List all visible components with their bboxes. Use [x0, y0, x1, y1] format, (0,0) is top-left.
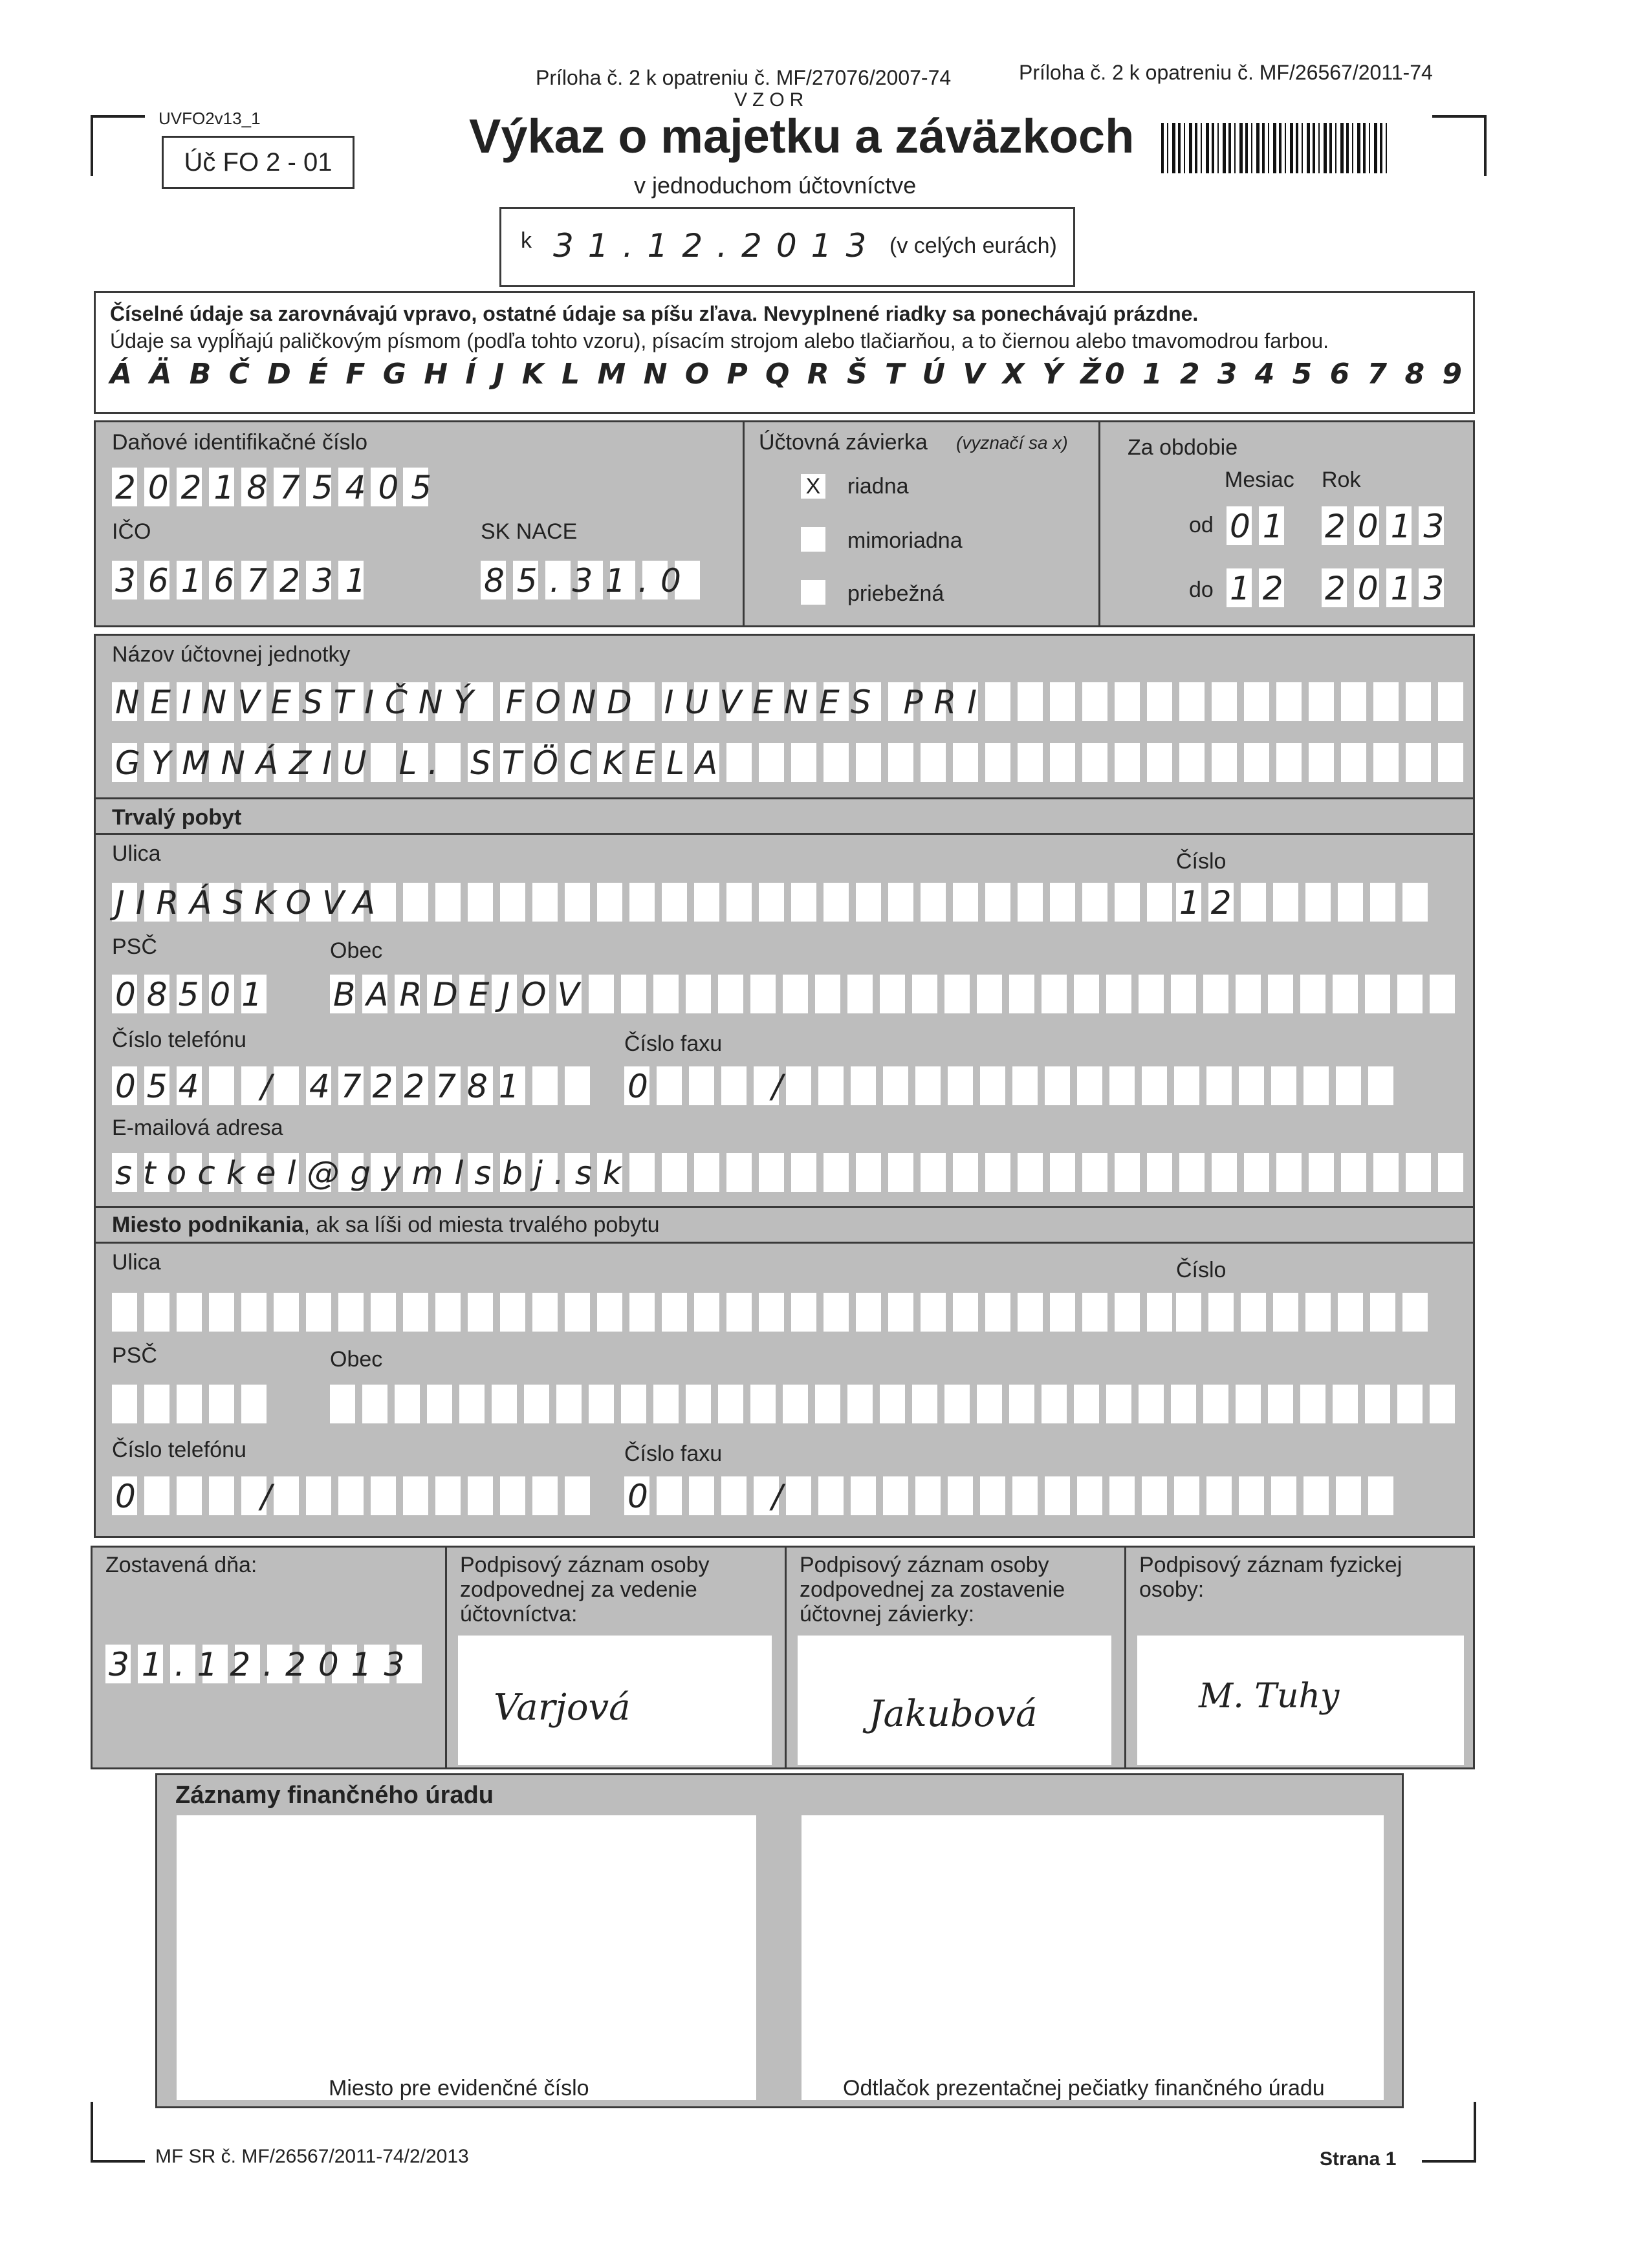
residence-divider	[96, 797, 1473, 799]
page-number: Strana 1	[1320, 2148, 1397, 2170]
business-number-cells[interactable]	[1176, 1293, 1428, 1332]
to-month[interactable]: 12	[1230, 570, 1296, 607]
business-fax-slash: /	[772, 1478, 792, 1515]
business-fax-cells[interactable]	[624, 1476, 1393, 1515]
corner-mark-bottom-left	[91, 2102, 145, 2163]
month-label: Mesiac	[1225, 468, 1294, 492]
business-number-label: Číslo	[1176, 1258, 1227, 1282]
divider-1	[743, 422, 745, 625]
business-fax-prefix: 0	[627, 1478, 657, 1515]
entity-name-line2[interactable]: GYMNÁZIU L. STÖCKELA	[115, 744, 729, 782]
identification-section	[94, 420, 1475, 627]
to-year[interactable]: 2013	[1325, 570, 1457, 607]
number-label: Číslo	[1176, 849, 1227, 874]
street-value[interactable]: JIRÁSKOVA	[115, 884, 386, 922]
from-label: od	[1189, 513, 1214, 537]
phone-label: Číslo telefónu	[112, 1028, 246, 1052]
fax-prefix[interactable]: 0	[627, 1068, 657, 1105]
business-divider-2	[96, 1242, 1473, 1244]
business-psc-cells[interactable]	[112, 1385, 267, 1423]
stamp-caption: Odtlačok prezentačnej pečiatky finančného úradu	[843, 2076, 1325, 2101]
tax-office-section	[155, 1773, 1404, 2108]
dic-label: Daňové identifikačné číslo	[112, 430, 368, 455]
form-code-box	[162, 136, 354, 189]
instructions-line1: Číselné údaje sa zarovnávajú vpravo, ostatné údaje sa píšu zľava. Nevyplnené riadky sa ponechávajú prázdne.	[110, 302, 1199, 325]
business-phone-cells[interactable]	[112, 1476, 590, 1515]
signatures-section	[91, 1546, 1475, 1769]
ico-value[interactable]: 36167231	[115, 562, 378, 599]
divider-2	[1098, 422, 1100, 625]
watermark-vzor: VZOR	[734, 89, 809, 111]
evidence-number-area[interactable]	[177, 1815, 756, 2100]
evidence-number-caption: Miesto pre evidenčné číslo	[329, 2076, 589, 2101]
sample-digits: 0 1 2 3 4 5 6 7 8 9	[1105, 358, 1467, 391]
period-label: Za obdobie	[1128, 435, 1238, 460]
business-fax-label: Číslo faxu	[624, 1442, 723, 1466]
business-label	[112, 1213, 660, 1238]
currency-note: (v celých eurách)	[889, 233, 1057, 258]
psc-value[interactable]: 08501	[115, 976, 274, 1013]
phone-value[interactable]: 4722781	[309, 1068, 530, 1105]
sig-divider-2	[785, 1548, 787, 1767]
footer-reference: MF SR č. MF/26567/2011-74/2/2013	[155, 2146, 469, 2167]
sknace-value[interactable]: 85.31.0	[484, 562, 693, 599]
business-divider	[96, 1206, 1473, 1208]
closing-option-priebezna: priebežná	[847, 581, 944, 606]
date-value[interactable]: 31.12.2013	[553, 227, 881, 265]
fax-label: Číslo faxu	[624, 1031, 723, 1056]
stamp-area[interactable]	[802, 1815, 1384, 2100]
city-label: Obec	[330, 938, 383, 963]
corner-mark-top-left	[91, 115, 145, 176]
residence-divider-2	[96, 833, 1473, 835]
sig2-label: Podpisový záznam osoby zodpovednej za zostavenie účtovnej závierky:	[800, 1553, 1065, 1626]
from-month[interactable]: 01	[1230, 508, 1296, 545]
psc-label: PSČ	[112, 934, 157, 959]
closing-label: Účtovná závierka	[759, 430, 928, 455]
closing-checkbox-mimoriadna[interactable]	[801, 527, 825, 552]
entity-name-label: Názov účtovnej jednotky	[112, 642, 351, 667]
closing-hint: (vyznačí sa x)	[956, 433, 1068, 453]
date-prefix: k	[521, 228, 532, 253]
business-label-bold: Miesto podnikania	[112, 1213, 304, 1237]
corner-mark-bottom-right	[1422, 2102, 1476, 2163]
business-phone-prefix: 0	[115, 1478, 145, 1515]
annex-note-1: Príloha č. 2 k opatreniu č. MF/27076/2007-74	[536, 66, 952, 89]
instructions-box	[94, 291, 1475, 414]
barcode	[1161, 123, 1388, 173]
closing-checkbox-riadna[interactable]	[801, 474, 825, 499]
email-value[interactable]: stockel@gymlsbj.sk	[115, 1154, 633, 1192]
corner-mark-top-right	[1432, 115, 1487, 176]
business-phone-slash: /	[261, 1478, 281, 1515]
to-label: do	[1189, 578, 1214, 602]
tax-office-title: Záznamy finančného úradu	[175, 1782, 494, 1809]
sig1-label: Podpisový záznam osoby zodpovednej za vedenie účtovníctva:	[460, 1553, 710, 1626]
residence-label: Trvalý pobyt	[112, 805, 242, 830]
sig-divider-3	[1124, 1548, 1126, 1767]
business-label-rest: , ak sa líši od miesta trvalého pobytu	[303, 1213, 660, 1237]
sig-divider-1	[445, 1548, 447, 1767]
business-psc-label: PSČ	[112, 1343, 157, 1368]
phone-prefix[interactable]: 054	[115, 1068, 210, 1105]
page-subtitle: v jednoduchom účtovníctve	[634, 172, 917, 199]
closing-checkbox-priebezna[interactable]	[801, 580, 825, 605]
email-label: E-mailová adresa	[112, 1116, 283, 1140]
sig1-signature: Varjová	[494, 1687, 631, 1729]
from-year[interactable]: 2013	[1325, 508, 1457, 545]
fax-cells	[624, 1066, 1393, 1105]
sig3-label: Podpisový záznam fyzickej osoby:	[1139, 1553, 1402, 1602]
sknace-label: SK NACE	[481, 519, 578, 544]
year-label: Rok	[1322, 468, 1361, 492]
dic-value[interactable]: 2021875405	[115, 469, 444, 506]
sig3-signature: M. Tuhy	[1199, 1677, 1340, 1716]
business-street-label: Ulica	[112, 1250, 161, 1275]
business-street-cells[interactable]	[112, 1293, 1172, 1332]
compiled-value[interactable]: 31.12.2013	[109, 1646, 417, 1683]
entity-section	[94, 634, 1475, 1538]
sig2-signature: Jakubová	[869, 1693, 1038, 1735]
date-box	[499, 207, 1075, 287]
phone-slash: /	[261, 1068, 281, 1105]
business-city-cells[interactable]	[330, 1385, 1455, 1423]
entity-name-line1[interactable]: NEINVESTIČNÝ FOND IUVENES PRI	[115, 684, 988, 721]
sample-letters: Á Ä B Č D É F G H Í J K L M N O P Q R Š T Ú V X Ý Ž	[110, 358, 1106, 391]
closing-option-riadna: riadna	[847, 474, 909, 499]
street-label: Ulica	[112, 841, 161, 866]
compiled-label: Zostavená dňa:	[105, 1553, 257, 1577]
closing-option-mimoriadna: mimoriadna	[847, 528, 963, 553]
business-phone-label: Číslo telefónu	[112, 1438, 246, 1462]
number-value[interactable]: 12	[1179, 884, 1243, 922]
page-title: Výkaz o majetku a záväzkoch	[469, 109, 1135, 163]
instructions-line2: Údaje sa vypĺňajú paličkovým písmom (podľa tohto vzoru), písacím strojom alebo tlačiarňou, a to čiernou alebo tmavomodrou farbou.	[110, 329, 1329, 352]
ico-label: IČO	[112, 519, 151, 544]
template-id: UVFO2v13_1	[158, 109, 261, 128]
city-value[interactable]: BARDEJOV	[333, 976, 591, 1013]
fax-slash: /	[772, 1068, 792, 1105]
closing-mark: X	[805, 474, 821, 499]
annex-note-2: Príloha č. 2 k opatreniu č. MF/26567/2011-74	[1019, 61, 1433, 84]
form-code: Úč FO 2 - 01	[184, 147, 333, 177]
business-city-label: Obec	[330, 1347, 383, 1372]
